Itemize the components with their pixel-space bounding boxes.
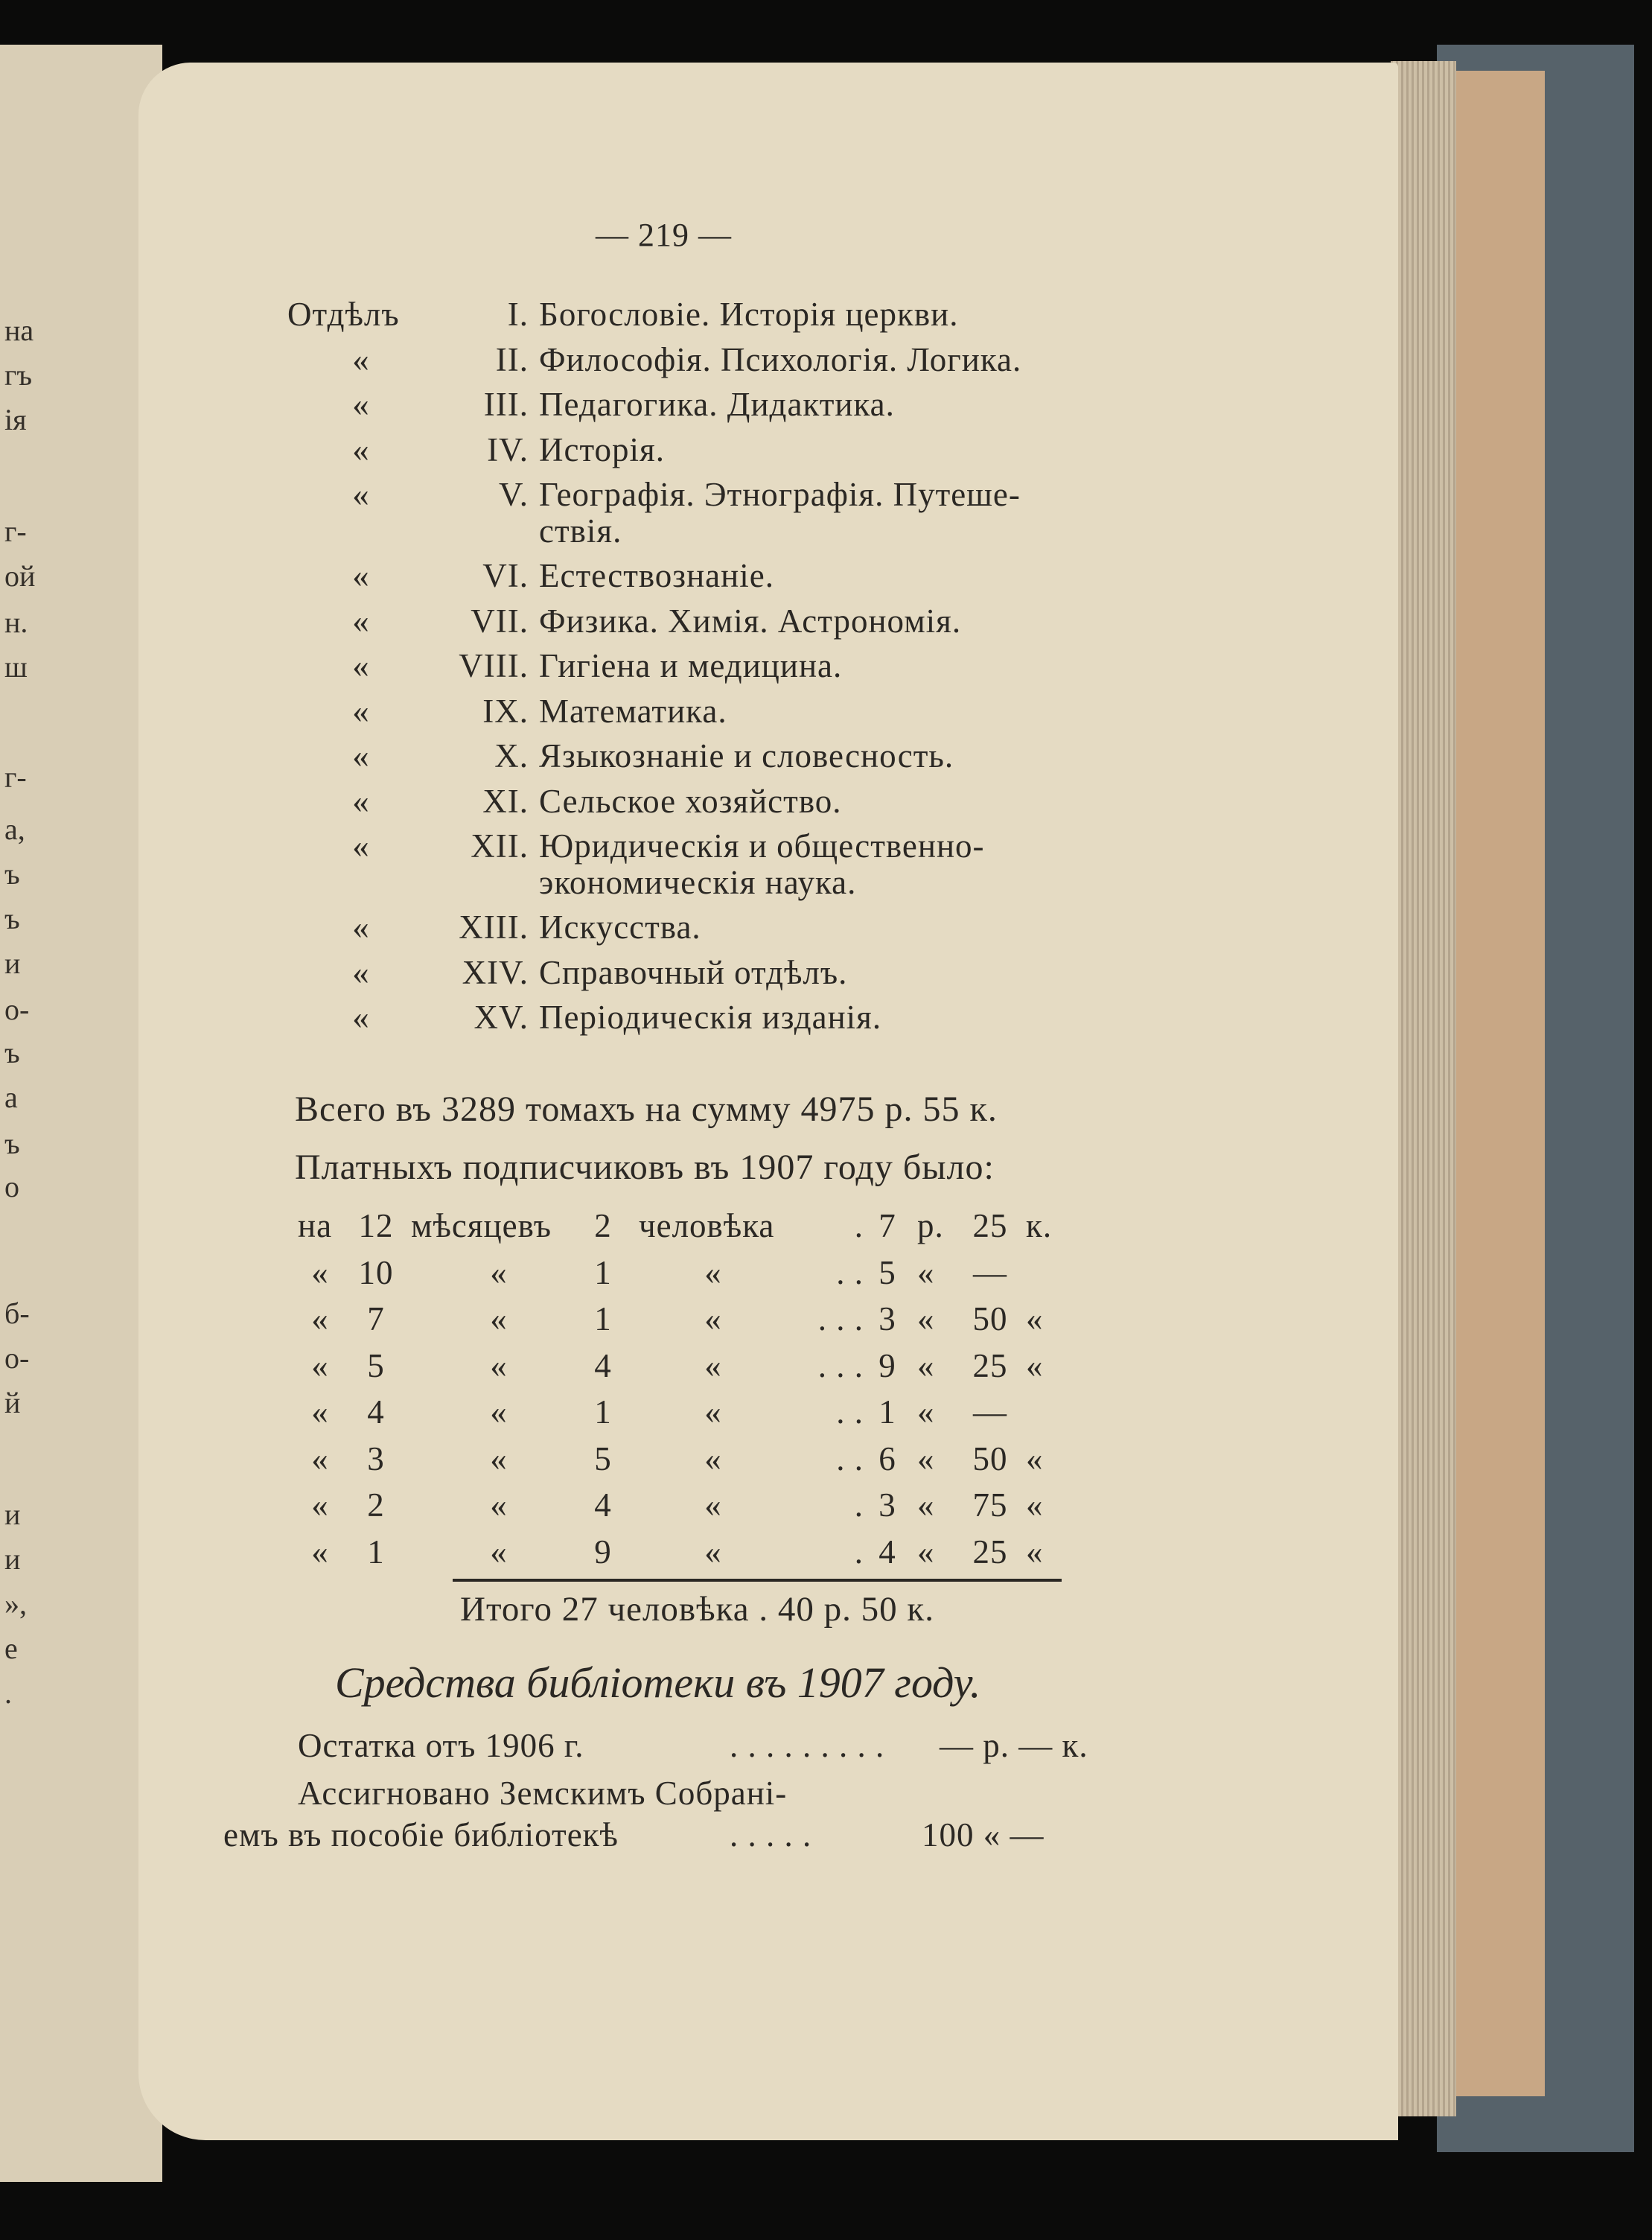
subscription-cell: 25 [972,1207,1008,1244]
subscription-cell: 25 [972,1346,1008,1384]
section-number: XIII. [459,909,529,946]
subscription-cell: « [917,1300,935,1337]
funds-balance-amount: — р. — к. [940,1727,1088,1764]
subscription-cell: « [704,1533,722,1571]
facing-page-fragment: », [4,1587,27,1620]
section-prefix: « [352,647,370,684]
facing-page-fragment: б- [4,1296,30,1330]
subscription-cell: « [311,1253,329,1291]
subscription-cell: « [704,1486,722,1524]
facing-page-fragment: ія [4,403,27,436]
section-title: Гигіена и медицина. [539,647,843,684]
subscription-cell: 75 [972,1486,1008,1524]
subscription-cell: 4 [367,1393,385,1431]
section-number: I. [507,296,529,333]
section-prefix: « [352,340,370,378]
section-title: Богословіе. Исторія церкви. [539,296,959,333]
book-endpaper [1441,71,1545,2096]
subscription-cell: « [704,1300,722,1337]
subscription-cell: . . . [817,1300,864,1337]
subscription-cell: « [311,1533,329,1571]
subscription-cell: р. [917,1207,944,1244]
subtotal-rule [453,1579,1062,1582]
subscription-cell: 3 [878,1486,896,1524]
section-number: IV. [487,430,529,468]
subscription-cell: 3 [878,1300,896,1337]
subscription-cell: 1 [594,1393,612,1431]
subscription-cell: 9 [594,1533,612,1571]
subscription-cell: 10 [358,1253,394,1291]
section-number: XII. [471,827,529,865]
section-title: Справочный отдѣлъ. [539,953,848,991]
facing-page-fragment: о- [4,993,30,1026]
section-title: Исторія. [539,430,665,468]
subscription-cell: « [1026,1346,1044,1384]
subscription-cell: « [490,1486,508,1524]
facing-page-fragment: й [4,1386,21,1419]
subscription-cell: « [917,1439,935,1477]
section-title: Періодическія изданія. [539,999,882,1036]
subscription-cell: 9 [878,1346,896,1384]
section-number: VII. [471,602,529,640]
subscription-cell: 7 [878,1207,896,1244]
subscription-cell: « [1026,1300,1044,1337]
section-prefix: Отдѣлъ [287,296,400,333]
section-title: Географія. Этнографія. Путеше- [539,476,1021,513]
section-title: Физика. Химія. Астрономія. [539,602,962,640]
section-title: Искусства. [539,909,701,946]
subtotal-line: Итого 27 человѣка . 40 р. 50 к. [460,1590,934,1629]
subscription-cell: 50 [972,1439,1008,1477]
subscription-cell: « [917,1253,935,1291]
subscription-cell: « [311,1439,329,1477]
section-title: Юридическія и общественно- [539,827,985,865]
subscription-cell: на [298,1207,333,1244]
section-number: V. [499,476,529,513]
facing-page-fragment: о- [4,1341,30,1375]
subscription-cell: 1 [878,1393,896,1431]
section-title: Математика. [539,692,727,730]
subscription-cell: « [1026,1486,1044,1524]
subscription-cell: « [490,1439,508,1477]
section-prefix: « [352,827,370,865]
facing-page-fragment: ой [4,559,36,593]
subscription-cell: 50 [972,1300,1008,1337]
facing-page-fragment: ъ [4,1127,20,1160]
section-prefix: « [352,557,370,594]
subscription-cell: к. [1026,1207,1053,1244]
subscription-cell: « [917,1486,935,1524]
section-number: VIII. [459,647,529,684]
facing-page-fragment: ъ [4,1036,20,1069]
section-number: X. [494,737,529,774]
total-volumes-line: Всего въ 3289 томахъ на сумму 4975 р. 55 к. [295,1089,998,1129]
subscription-cell: 2 [367,1486,385,1524]
subscription-cell: « [311,1346,329,1384]
subscription-cell: — [973,1253,1007,1291]
subscription-cell: 5 [594,1439,612,1477]
subscription-cell: « [917,1346,935,1384]
subscription-cell: . . [836,1253,864,1291]
subscription-cell: « [1026,1439,1044,1477]
section-prefix: « [352,602,370,640]
facing-page-fragment: н. [4,605,28,639]
subscription-cell: 3 [367,1439,385,1477]
subscription-cell: « [490,1300,508,1337]
subscription-cell: . [854,1486,864,1524]
section-number: III. [483,386,529,423]
subscription-cell: « [311,1393,329,1431]
section-prefix: « [352,737,370,774]
facing-page-fragment: и [4,1542,21,1576]
subscription-cell: . [854,1533,864,1571]
subscription-cell: 5 [367,1346,385,1384]
subscription-cell: 4 [878,1533,896,1571]
section-title: Сельское хозяйство. [539,782,842,820]
subscription-cell: 5 [878,1253,896,1291]
facing-page-fragment: ш [4,650,28,684]
funds-assigned-dots: . . . . . [730,1816,812,1854]
subscription-cell: « [490,1253,508,1291]
facing-page-fragment: и [4,946,21,980]
subscription-cell: « [917,1533,935,1571]
subscription-cell: « [704,1253,722,1291]
facing-page-fragment: ъ [4,902,20,935]
section-title: Философія. Психологія. Логика. [539,340,1022,378]
subscription-cell: « [917,1393,935,1431]
subscription-cell: « [490,1346,508,1384]
facing-page-fragment: г- [4,760,27,794]
subscription-cell: « [311,1300,329,1337]
facing-page-fragment: о [4,1170,19,1203]
section-number: XV. [473,999,529,1036]
subscription-cell: . [854,1207,864,1244]
section-number: II. [495,340,529,378]
facing-page-fragment: а, [4,812,25,846]
section-prefix: « [352,692,370,730]
facing-page-fragment: . [4,1676,12,1710]
subscription-cell: 6 [878,1439,896,1477]
subscription-cell: « [490,1393,508,1431]
facing-page-fragment: г- [4,515,27,548]
section-title: Языкознаніе и словесность. [539,737,954,774]
subscription-cell: человѣка [639,1207,775,1244]
subscription-cell: « [704,1393,722,1431]
subscribers-line: Платныхъ подписчиковъ въ 1907 году было: [295,1148,995,1187]
funds-assigned-label-cont: емъ въ пособіе библіотекѣ [223,1816,619,1854]
facing-page-fragment: на [4,314,34,347]
subscription-cell: 4 [594,1486,612,1524]
subscription-cell: . . . [817,1346,864,1384]
section-number: VI. [482,557,529,594]
section-title-continuation: ствія. [539,512,622,550]
subscription-cell: 1 [594,1253,612,1291]
subscription-cell: . . [836,1439,864,1477]
funds-assigned-amount: 100 « — [922,1816,1045,1854]
facing-page-fragment: е [4,1632,18,1665]
subscription-cell: « [704,1346,722,1384]
section-prefix: « [352,476,370,513]
funds-balance-label: Остатка отъ 1906 г. [298,1727,584,1764]
section-number: XIV. [462,953,529,991]
facing-page-fragment: и [4,1498,21,1531]
section-prefix: « [352,782,370,820]
subscription-cell: « [704,1439,722,1477]
subscription-cell: « [1026,1533,1044,1571]
subscription-cell: 1 [367,1533,385,1571]
facing-page-fragment: а [4,1081,18,1114]
section-title: Педагогика. Дидактика. [539,386,895,423]
facing-page-fragment: ъ [4,857,20,891]
subscription-cell: 4 [594,1346,612,1384]
subscription-cell: — [973,1393,1007,1431]
subscription-cell: « [311,1486,329,1524]
subscription-cell: 12 [358,1207,394,1244]
section-prefix: « [352,999,370,1036]
subscription-cell: 1 [594,1300,612,1337]
subscription-cell: 7 [367,1300,385,1337]
section-prefix: « [352,909,370,946]
subscription-cell: мѣсяцевъ [411,1207,552,1244]
section-heading: Средства библіотеки въ 1907 году. [335,1658,981,1707]
subscription-cell: . . [836,1393,864,1431]
facing-page-fragment: гъ [4,358,33,392]
funds-assigned-label: Ассигновано Земскимъ Собрані- [298,1775,788,1812]
funds-balance-dots: . . . . . . . . . [730,1727,885,1764]
page-number: — 219 — [596,217,732,253]
page-edges [1391,61,1456,2116]
subscription-cell: « [490,1533,508,1571]
subscription-cell: 25 [972,1533,1008,1571]
section-title: Естествознаніе. [539,557,774,594]
section-title-continuation: экономическія наука. [539,863,857,901]
subscription-cell: 2 [594,1207,612,1244]
section-prefix: « [352,953,370,991]
section-number: XI. [482,782,529,820]
section-number: IX. [482,692,529,730]
section-prefix: « [352,430,370,468]
section-prefix: « [352,386,370,423]
